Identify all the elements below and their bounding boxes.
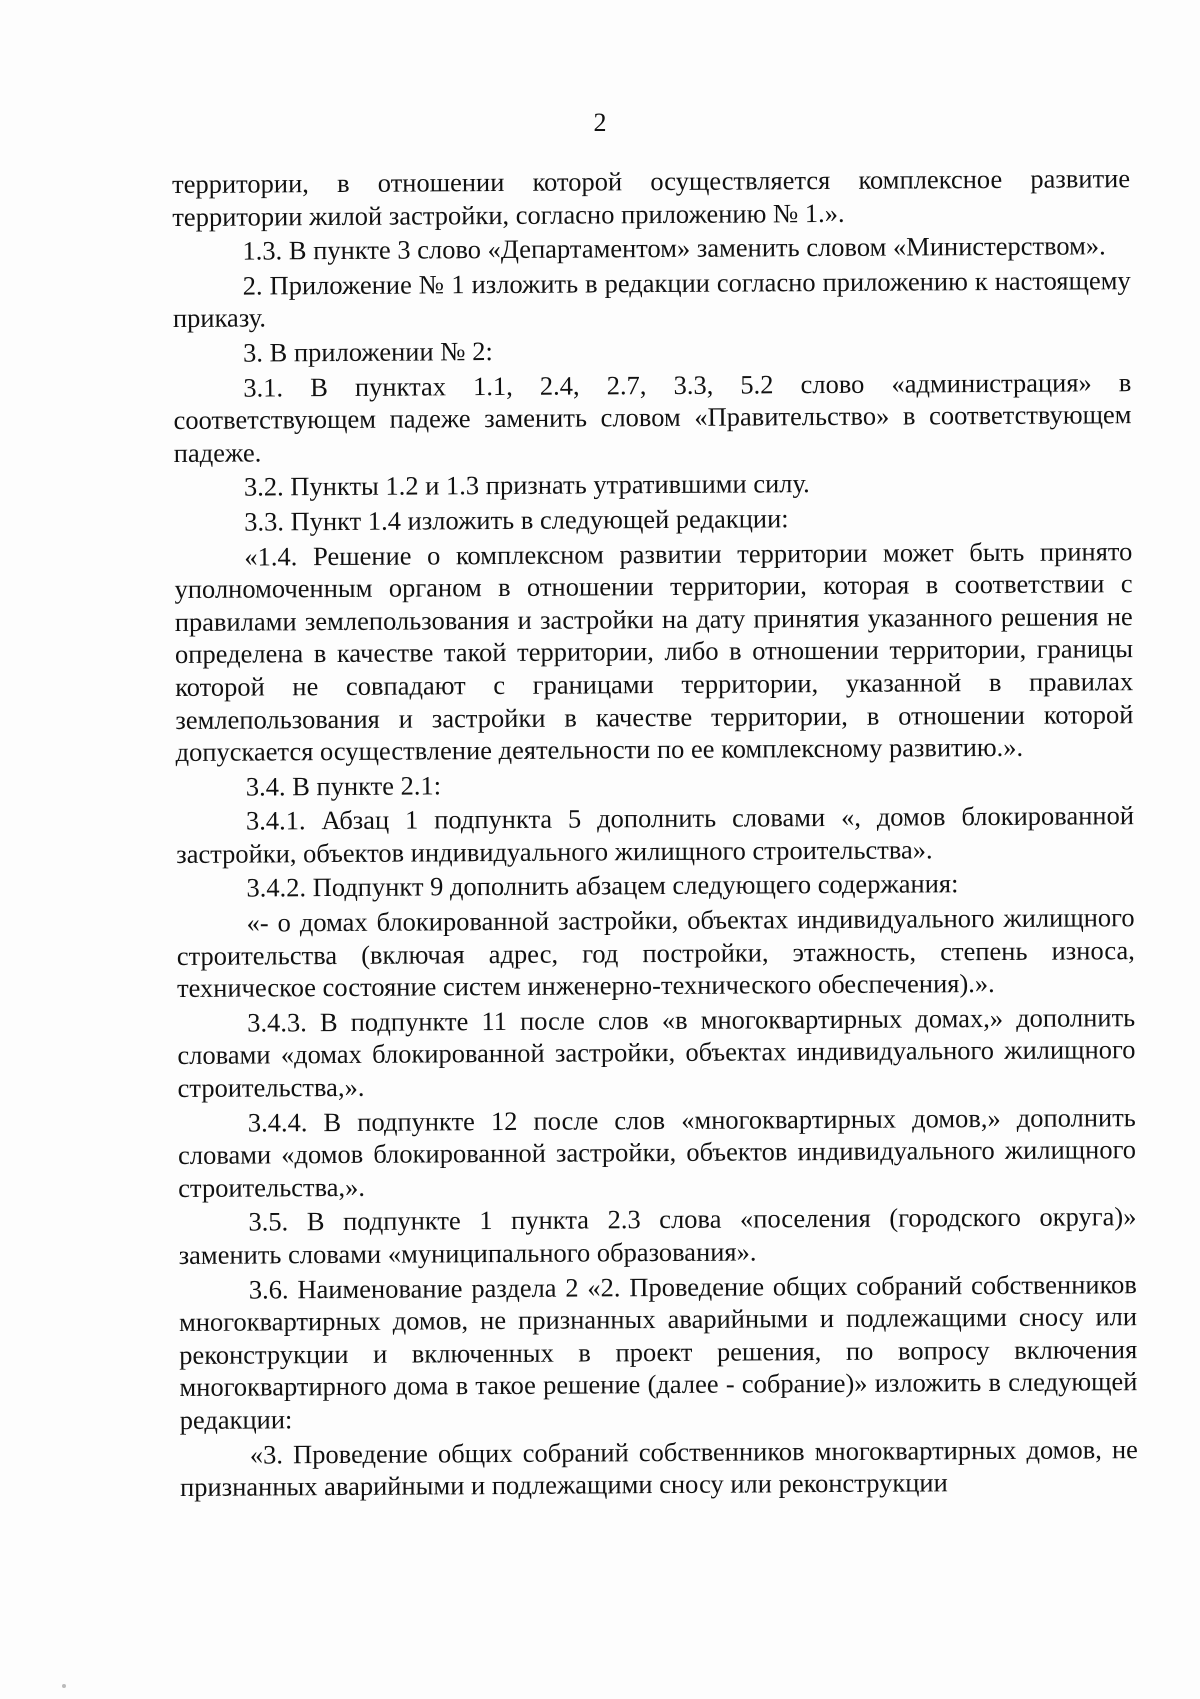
page-number: 2 (593, 108, 607, 137)
paragraph-3-3: 3.3. Пункт 1.4 изложить в следующей редакции: (244, 503, 789, 537)
scan-artifact (62, 1684, 66, 1688)
paragraph-3: 3. В приложении № 2: (243, 336, 493, 368)
paragraph-quote-dash: «- о домах блокированной застройки, объектах индивидуального жилищного строительства (включая адрес, год постройки, этажность, степень износа, техническое состояние систем инженерно-технического обеспечения).». (176, 902, 1135, 1004)
paragraph-3-4: 3.4. В пункте 2.1: (245, 770, 442, 802)
paragraph-3-6: 3.6. Наименование раздела 2 «2. Проведение общих собраний собственников многоквартирных домов, не признанных аварийными и подлежащими сносу или реконструкции и включенных в проект решения, по вопросу включения многоквартирного дома в такое решение (далее - собрание)» изложить в следующей редакции: (178, 1268, 1138, 1435)
paragraph-1-3: 1.3. В пункте 3 слово «Департаментом» заменить словом «Министерством». (242, 230, 1106, 266)
paragraph-3-4-4: 3.4.4. В подпункте 12 после слов «многоквартирных домов,» дополнить словами «домов блокированной застройки, объектов индивидуального жилищного строительства,». (177, 1101, 1137, 1203)
paragraph-3-4-3: 3.4.3. В подпункте 11 после слов «в многоквартирных домах,» дополнить словами «домах блокированной застройки, объектах индивидуального жилищного строительства,». (177, 1001, 1136, 1104)
paragraph-3-2: 3.2. Пункты 1.2 и 1.3 признать утратившими силу. (243, 468, 810, 502)
paragraph-2: 2. Приложение № 1 изложить в редакции согласно приложению к настоящему приказу. (172, 264, 1131, 334)
paragraph-quote-1-4: «1.4. Решение о комплексном развитии территории может быть принято уполномоченным органом в отношении территории, которая в соответствии с правилами землепользования и застройки на дату принятия указанного решения не определена в качестве такой территории, либо в отношении территории, границы которой не совпадают с границами территории, указанной в правилах землепользования и застройки в качестве территории, в отношении которой допускается осуществление деятельности по ее комплексному развитию.». (174, 535, 1134, 768)
paragraph-continuation: территории, в отношении которой осуществляется комплексное развитие территории жилой застройки, согласно приложению № 1.». (172, 163, 1131, 232)
document-body (172, 162, 1138, 1504)
paragraph-3-1: 3.1. В пунктах 1.1, 2.4, 2.7, 3.3, 5.2 слово «администрация» в соответствующем падеже заменить словом «Правительство» в соответствующем падеже. (173, 366, 1132, 468)
paragraph-3-4-1: 3.4.1. Абзац 1 подпункта 5 дополнить словами «, домов блокированной застройки, объектов индивидуального жилищного строительства». (176, 800, 1135, 869)
paragraph-3-4-2: 3.4.2. Подпункт 9 дополнить абзацем следующего содержания: (246, 868, 959, 904)
paragraph-3-5: 3.5. В подпункте 1 пункта 2.3 слова «поселения (городского округа)» заменить словами «муниципального образования». (178, 1201, 1137, 1270)
paragraph-quote-3: «3. Проведение общих собраний собственников многоквартирных домов, не признанных аварийными и подлежащими сносу или реконструкции (179, 1433, 1138, 1503)
